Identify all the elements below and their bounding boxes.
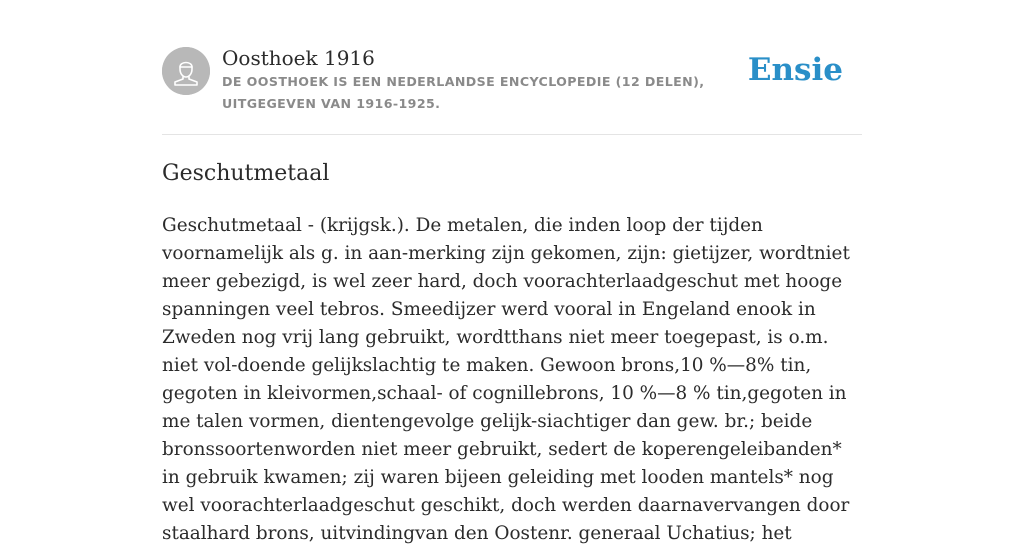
author-name[interactable]: Oosthoek 1916 — [222, 46, 375, 70]
ensie-logo-link[interactable]: Ensie — [747, 52, 843, 88]
article-body: Geschutmetaal - (krijgsk.). De metalen, die inden loop der tijden voornamelijk als g. in aan-merking zijn gekomen, zijn: gietijzer, wordtniet meer gebezigd, is wel zeer hard, doch voorachterlaadgeschut met hooge spanningen veel tebros. Smeedijzer werd vooral in Engeland enook in Zweden nog vrij lang gebruikt, wordtthans niet meer toegepast, is o.m. niet vol-doende gelijkslachtig te maken. Gewoon brons,10 %—8% tin, gegoten in kleivormen,schaal- of cognillebrons, 10 %—8 % tin,gegoten in me talen vormen, dientengevolge gelijk-siachtiger dan gew. br.; beide bronssoortenworden niet meer gebruikt, sedert de koperengeleibanden* in gebruik kwamen; zij waren bijeen geleiding met looden mantels* nog wel voorachterlaadgeschut geschikt, doch werden daarnavervangen door staalhard brons, uitvindingvan den Oostenr. generaal Uchatius; het — [162, 215, 850, 544]
author-description: DE OOSTHOEK IS EEN NEDERLANDSE ENCYCLOPEDIE (12 DELEN), UITGEGEVEN VAN 1916-1925. — [222, 74, 705, 111]
author-header — [162, 0, 862, 135]
user-avatar-icon[interactable] — [162, 47, 210, 95]
page-container — [162, 0, 862, 544]
article-title: Geschutmetaal — [162, 161, 330, 186]
